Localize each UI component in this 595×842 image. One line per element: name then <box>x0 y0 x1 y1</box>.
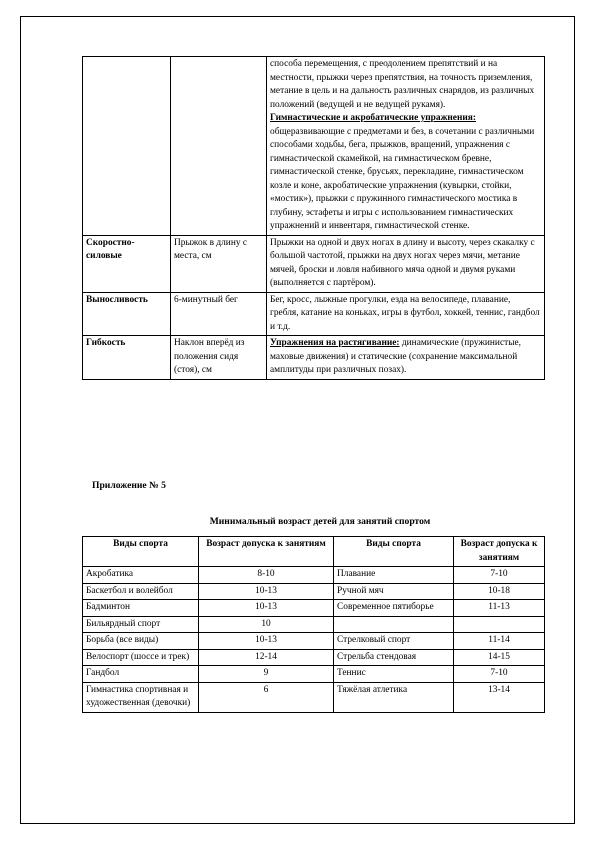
age-cell: 10-13 <box>199 633 334 650</box>
age-cell: 7-10 <box>454 567 545 584</box>
sport-cell: Баскетбол и волейбол <box>83 583 199 600</box>
table-row <box>83 600 545 617</box>
sport-cell: Современное пятиборье <box>334 600 454 617</box>
table-row <box>83 57 545 236</box>
exercises-cell: Бег, кросс, лыжные прогулки, езда на велосипеде, плавание, гребля, катание на коньках, игры в футбол, хоккей, теннис, гандбол и т.д. <box>267 292 545 336</box>
sport-cell: Бадминтон <box>83 600 199 617</box>
column-header: Возраст допуска к занятиям <box>199 537 334 567</box>
age-cell: 6 <box>199 682 334 712</box>
sport-cell: Велоспорт (шоссе и трек) <box>83 649 199 666</box>
table-row <box>83 633 545 650</box>
exercises-cell <box>267 336 545 380</box>
test-cell <box>171 57 267 236</box>
table-row <box>83 583 545 600</box>
header-row <box>83 537 545 567</box>
sport-cell: Ручной мяч <box>334 583 454 600</box>
age-cell <box>454 616 545 633</box>
age-cell: 12-14 <box>199 649 334 666</box>
sport-age-table <box>82 536 545 713</box>
sport-cell: Гандбол <box>83 666 199 683</box>
column-header: Виды спорта <box>83 537 199 567</box>
sport-cell: Тяжёлая атлетика <box>334 682 454 712</box>
exercises-text: динамические (пружинистые, маховые движения) и статические (сохранение максимальной амплитуды при различных позах). <box>270 338 522 375</box>
age-cell: 14-15 <box>454 649 545 666</box>
age-cell: 10-13 <box>199 600 334 617</box>
table-row <box>83 292 545 336</box>
sport-cell: Стрелковый спорт <box>334 633 454 650</box>
exercises-heading: Гимнастические и акробатические упражнения: <box>270 113 476 123</box>
exercises-cell: Прыжки на одной и двух ногах в длину и высоту, через скакалку с большой частотой, прыжки на двух ногах через мячи, метание мячей, броски и ловля набивного мяча одной и двумя руками (выполняется с партёром). <box>267 235 545 292</box>
sport-cell: Борьба (все виды) <box>83 633 199 650</box>
exercises-text: способа перемещения, с преодолением препятствий и на местности, прыжки через препятствия, на точность приземления, метание в цель и на дальность различных снарядов, из различных положений (ведущей и не ведущей рукамя). <box>270 59 535 110</box>
exercises-text: общеразвивающие с предметами и без, в сочетании с различными способами ходьбы, бега, прыжков, вращений, упражнения с гимнастической скамейкой, на гимнастическом бревне, гимнастической стенке, брусьях, перекладине, гимнастическом козле и коне, акробатические упражнения (кувырки, стойки, «мостик»), прыжки с пружинного гимнастического мостика в глубину, эстафеты и игры с использованием гимнастических упражнений и инвентаря, гимнастической стенке. <box>270 126 535 231</box>
age-cell: 11-14 <box>454 633 545 650</box>
sport-cell: Теннис <box>334 666 454 683</box>
exercise-table <box>82 56 545 380</box>
sport-cell: Плавание <box>334 567 454 584</box>
age-cell: 10-18 <box>454 583 545 600</box>
sport-cell: Акробатика <box>83 567 199 584</box>
sport-cell: Бильярдный спорт <box>83 616 199 633</box>
table-row <box>83 235 545 292</box>
age-cell: 11-13 <box>454 600 545 617</box>
table-row <box>83 682 545 712</box>
appendix-title: Приложение № 5 <box>92 480 166 491</box>
age-cell: 7-10 <box>454 666 545 683</box>
quality-cell: Скоростно-силовые <box>83 235 171 292</box>
age-cell: 13-14 <box>454 682 545 712</box>
column-header: Виды спорта <box>334 537 454 567</box>
test-cell: Наклон вперёд из положения сидя (стоя), см <box>171 336 267 380</box>
age-cell: 10 <box>199 616 334 633</box>
age-cell: 8-10 <box>199 567 334 584</box>
table-row <box>83 567 545 584</box>
table-row <box>83 336 545 380</box>
sport-cell <box>334 616 454 633</box>
sport-cell: Стрельба стендовая <box>334 649 454 666</box>
test-cell: 6-минутный бег <box>171 292 267 336</box>
table-row <box>83 649 545 666</box>
table-row <box>83 666 545 683</box>
age-cell: 10-13 <box>199 583 334 600</box>
quality-cell <box>83 57 171 236</box>
quality-cell: Выносливость <box>83 292 171 336</box>
quality-cell: Гибкость <box>83 336 171 380</box>
exercises-cell <box>267 57 545 236</box>
exercises-heading: Упражнения на растягивание: <box>270 338 400 348</box>
table-row <box>83 616 545 633</box>
sport-cell: Гимнастика спортивная и художественная (девочки) <box>83 682 199 712</box>
age-cell: 9 <box>199 666 334 683</box>
test-cell: Прыжок в длину с места, см <box>171 235 267 292</box>
table-caption: Минимальный возраст детей для занятий спортом <box>209 516 431 527</box>
column-header: Возраст допуска к занятиям <box>454 537 545 567</box>
